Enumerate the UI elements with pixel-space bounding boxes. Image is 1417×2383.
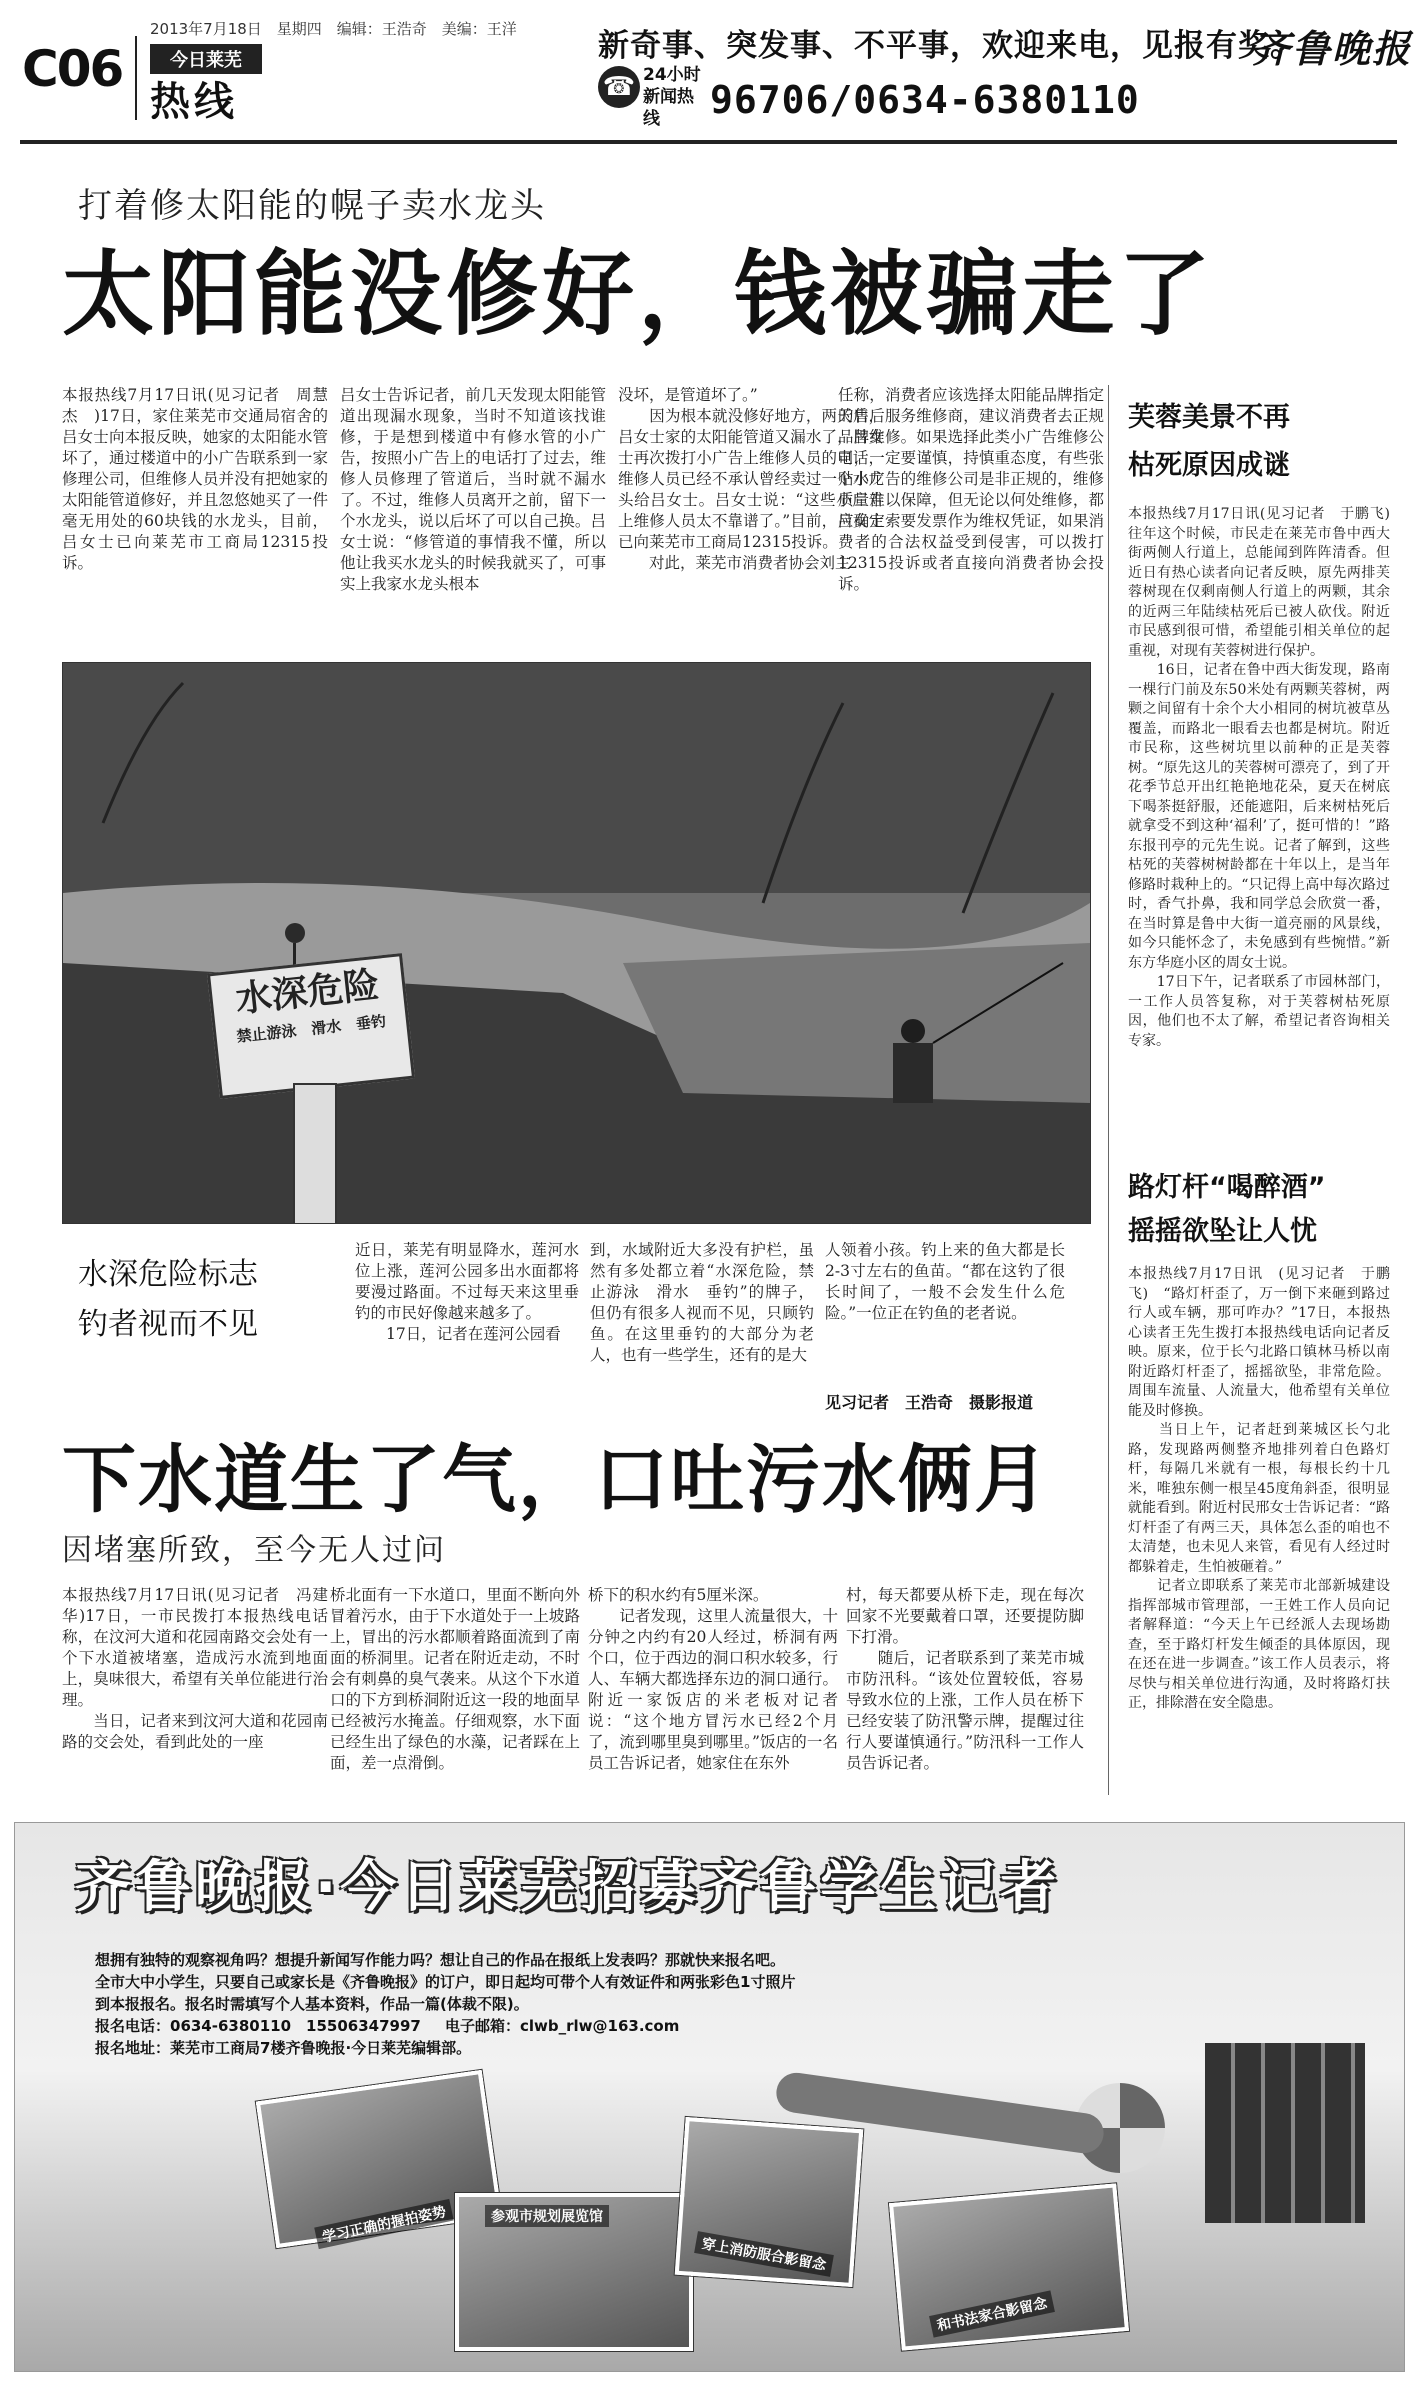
photo-col3: 人领着小孩。钓上来的鱼大都是长2-3寸左右的鱼苗。“都在这钓了很长时间了，一般不会发生什么危险。”一位正在钓鱼的老者说。	[825, 1241, 1065, 1322]
hotline-label: 24小时新闻热线	[643, 65, 701, 129]
header-divider	[135, 36, 137, 120]
story2-col4: 村，每天都要从桥下走，现在每次回家不光要戴着口罩，还要提防脚下打滑。 随后，记者联系到了莱芜市城市防汛科。“该处位置较低，容易导致水位的上涨，工作人员在桥下已经安装了防汛警示牌，提醒过往行人要谨慎通行。”防汛科一工作人员告诉记者。	[846, 1586, 1084, 1772]
ad-caption-2: 参观市规划展览馆	[485, 2205, 609, 2227]
side1-headline-line2: 枯死原因成谜	[1128, 450, 1290, 481]
date-line: 2013年7月18日 星期四 编辑：王浩奇 美编：王洋	[150, 20, 517, 38]
story2-col2: 桥北面有一下水道口，里面不断向外冒着污水，由于下水道处于一上坡路上，冒出的污水都顺着路面流到了南面的桥洞里。记者在附近走动，不时会有刺鼻的臭气袭来。从这个下水道口的下方到桥洞附近这一段的地面早已经被污水掩盖。仔细观察，水下面已经生出了绿色的水藻，记者踩在上面，差一点滑倒。	[330, 1586, 580, 1772]
ad-caption-4: 和书法家合影留念	[929, 2290, 1055, 2337]
story1-col1: 本报热线7月17日讯(见习记者 周慧杰 )17日，家住莱芜市交通局宿舍的吕女士向本报反映，她家的太阳能水管坏了，通过楼道中的小广告联系到一家修理公司，但维修人员并没有把她家的太阳能管道修好，并且忽悠她买了一件毫无用处的60块钱的水龙头，目前，吕女士已向莱芜市工商局12315投诉。	[62, 386, 328, 572]
header-rule	[20, 140, 1397, 144]
side1-headline-line1: 芙蓉美景不再	[1128, 402, 1290, 433]
side2-text: 本报热线7月17日讯 (见习记者 于鹏飞) “路灯杆歪了，万一倒下来砸到路过行人或车辆，那可咋办？”17日，本报热心读者王先生拨打本报热线电话向记者反映。原来，位于长勺北路口镇林马桥以南附近路灯杆歪了，摇摇欲坠，非常危险。周围车流量、人流量大，他希望有关单位能及时修换。 当日上午，记者赶到莱城区长勺北路，发现路两侧整齐地排列着白色路灯杆，每隔几米就有一根，每根长约十几米，唯独东侧一根呈45度角斜歪，很明显就能看到。附近村民邢女士告诉记者：“路灯杆歪了有两三天，具体怎么歪的咱也不太清楚，也未见人来管，看见有人经过时都躲着走，生怕被砸着。” 记者立即联系了莱芜市北部新城建设指挥部城市管理部，一王姓工作人员向记者解释道：“今天上午已经派人去现场勘查，至于路灯杆发生倾歪的具体原因，现在还在进一步调查。”该工作人员表示，将尽快与相关单位进行沟通，及时将路灯扶正，排除潜在安全隐患。	[1128, 1266, 1390, 1711]
ad-books-graphic	[1205, 2043, 1365, 2223]
photo-col1: 近日，莱芜有明显降水，莲河水位上涨，莲河公园多出水面都将要漫过路面。不过每天来这里垂钓的市民好像越来越多了。 17日，记者在莲河公园看	[355, 1241, 579, 1343]
sidebar-divider	[1108, 385, 1109, 1795]
ad-email: 电子邮箱：clwb_rlw@163.com	[445, 2017, 680, 2035]
photo-byline: 见习记者 王浩奇 摄影报道	[825, 1393, 1034, 1412]
story1-headline: 太阳能没修好，钱被骗走了	[62, 241, 1215, 348]
ad-phone: 报名电话：0634-6380110 15506347997	[95, 2017, 421, 2035]
photo-col2: 到，水域附近大多没有护栏，虽然有多处都立着“水深危险，禁止游泳 滑水 垂钓”的牌子，但仍有很多人视而不见，只顾钓鱼。在这里垂钓的大部分为老人，也有一些学生，还有的是大	[590, 1241, 814, 1364]
page-number: C06	[22, 40, 123, 98]
story2-headline: 下水道生了气，口吐污水俩月	[62, 1437, 1050, 1523]
slogan: 新奇事、突发事、不平事，欢迎来电，见报有奖。	[598, 28, 1302, 64]
section-tag: 今日莱芜	[150, 44, 262, 74]
story1-kicker: 打着修太阳能的幌子卖水龙头	[78, 186, 546, 226]
side2-headline-line2: 摇摇欲坠让人忧	[1128, 1216, 1317, 1247]
ad-banner	[14, 1822, 1405, 2372]
masthead-logo: 齐鲁晚报	[1252, 26, 1413, 71]
hotline-number: 96706/0634-6380110	[710, 78, 1140, 122]
phone-icon: ☎	[598, 66, 640, 108]
ad-caption-1: 学习正确的握拍姿势	[314, 2199, 454, 2249]
story2-col1: 本报热线7月17日讯(见习记者 冯建华)17日，一市民拨打本报热线电话称，在汶河大道和花园南路交会处有一个下水道被堵塞，造成污水流到地面上，臭味很大，希望有关单位能进行治理。 当日，记者来到汶河大道和花园南路的交会处，看到此处的一座	[62, 1586, 328, 1751]
sign-post	[293, 1083, 337, 1224]
ad-line3: 到本报报名。报名时需填写个人基本资料，作品一篇(体裁不限)。	[95, 1995, 529, 2013]
section-title: 热线	[150, 79, 238, 125]
story2-subhead: 因堵塞所致，至今无人过问	[62, 1533, 446, 1568]
fishing-scene-image	[63, 663, 1090, 1223]
ad-address: 报名地址：莱芜市工商局7楼齐鲁晚报·今日莱芜编辑部。	[95, 2039, 472, 2057]
photo-caption-line2: 钓者视而不见	[78, 1307, 258, 1342]
ad-line1: 想拥有独特的观察视角吗？想提升新闻写作能力吗？想让自己的作品在报纸上发表吗？那就快来报名吧。	[95, 1951, 786, 1969]
photo-caption-line1: 水深危险标志	[78, 1257, 258, 1292]
story1-col2: 吕女士告诉记者，前几天发现太阳能管道出现漏水现象，当时不知道该找谁修，于是想到楼道中有修水管的小广告，按照小广告上的电话打了过去，维修人员修理了管道后，当时就不漏水了。不过，维修人员离开之前，留下一个水龙头，说以后坏了可以自己换。吕女士说：“修管道的事情我不懂，所以他让我买水龙头的时候我就买了，可事实上我家水龙头根本	[340, 386, 606, 593]
ad-title: 齐鲁晚报·今日莱芜招募齐鲁学生记者	[75, 1855, 1061, 1920]
story1-col4: 任称，消费者应该选择太阳能品牌指定的售后服务维修商，建议消费者去正规品牌维修。如果选择此类小广告维修公司，一定要谨慎，持慎重态度，有些张贴小广告的维修公司是非正规的，维修质量难以保障，但无论以何处维修，都应确定索要发票作为维权凭证，如果消费者的合法权益受到侵害，可以拨打12315投诉或者直接向消费者协会投诉。	[838, 386, 1104, 593]
ad-line2: 全市大中小学生，只要自己或家长是《齐鲁晚报》的订户，即日起均可带个人有效证件和两张彩色1寸照片	[95, 1973, 796, 1991]
fishing-photo	[62, 662, 1091, 1224]
side1-text: 本报热线7月17日讯(见习记者 于鹏飞) 往年这个时候，市民走在莱芜市鲁中西大街两侧人行道上，总能闻到阵阵清香。但近日有热心读者向记者反映，原先两排芙蓉树现在仅剩南侧人行道上的两颗，其余的近两三年陆续枯死后已被人砍伐。附近市民感到很可惜，希望能引相关单位的起重视，对现有芙蓉树进行保护。 16日，记者在鲁中西大街发现，路南一棵行门前及东50米处有两颗芙蓉树，两颗之间留有十余个大小相同的树坑被草丛覆盖，而路北一眼看去也都是树坑。附近市民称，这些树坑里以前种的正是芙蓉树。“原先这儿的芙蓉树可漂亮了，到了开花季节总开出红艳艳地花朵，夏天在树底下喝茶挺舒服，还能遮阳，后来树枯死后就拿受不到这种‘福利’了，挺可惜的！”路东报刊亭的元先生说。记者了解到，这些枯死的芙蓉树树龄都在十年以上，是当年修路时栽种上的。“只记得上高中每次路过时，香气扑鼻，我和同学总会欣赏一番，在当时算是鲁中大街一道亮丽的风景线，如今只能怀念了，未免感到有些惋惜。”新东方华庭小区的周女士说。 17日下午，记者联系了市园林部门，一工作人员答复称，对于芙蓉树枯死原因，他们也不太了解，希望记者咨询相关专家。	[1128, 506, 1390, 1049]
ad-caption-3: 穿上消防服合影留念	[694, 2231, 834, 2277]
warning-sign	[207, 953, 415, 1099]
warning-sign-line1: 水深危险	[233, 963, 382, 1021]
side2-headline-line1: 路灯杆“喝醉酒”	[1128, 1172, 1326, 1203]
story2-col3: 桥下的积水约有5厘米深。 记者发现，这里人流量很大，十分钟之内约有20人经过，桥洞有两个口，位于西边的洞口积水较多，行人、车辆大都选择东边的洞口通行。附近一家饭店的米老板对记者说：“这个地方冒污水已经2个月了，流到哪里臭到哪里。”饭店的一名员工告诉记者，她家住在东外	[588, 1586, 838, 1772]
ad-photo-4	[889, 2183, 1129, 2350]
warning-sign-line2: 禁止游泳 滑水 垂钓	[235, 1012, 387, 1046]
story1-col3: 没坏，是管道坏了。” 因为根本就没修好地方，两天后，吕女士家的太阳能管道又漏水了，吕女士再次拨打小广告上维修人员的电话，维修人员已经不承认曾经卖过一个水龙头给吕女士。吕女士说：“这些小广告上维修人员太不靠谱了。”目前，吕女士已向莱芜市工商局12315投诉。 对此，莱芜市消费者协会刘主	[618, 386, 884, 572]
